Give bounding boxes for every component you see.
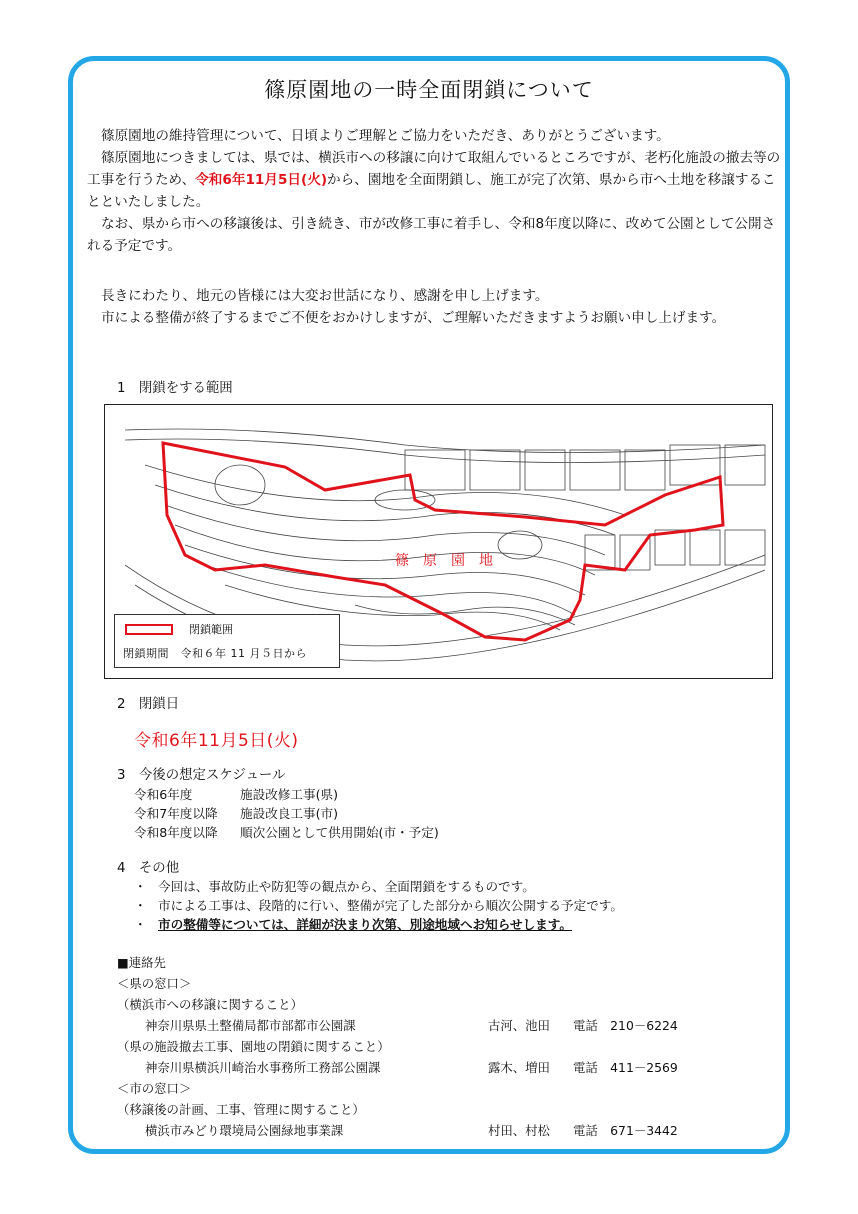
city-topic: （移譲後の計画、工事、管理に関すること） (117, 1102, 365, 1117)
map-park-label: 篠 原 園 地 (395, 552, 493, 568)
map-legend (114, 614, 340, 668)
closing-date: 令和6年11月5日(火) (134, 731, 299, 751)
city-person: 村田、村松 (488, 1123, 550, 1138)
intro-paragraph-4: 長きにわたり、地元の皆様には大変お世話になり、感謝を申し上げます。 (101, 288, 549, 304)
page-title: 篠原園地の一時全面閉鎖について (264, 78, 594, 102)
intro-paragraph-2: 篠原園地につきましては、県では、横浜市への移譲に向けて取組んでいるところですが、老朽化施設の撤去等の工事を行うため、令和6年11月5日(火)から、園地を全面閉鎖し、施工が完了次第、県から市へ土地を移譲することといたしました。 (87, 150, 781, 210)
intro-paragraph-5: 市による整備が終了するまでご不便をおかけしますが、ご理解いただきますようお願い申し上げます。 (101, 310, 726, 326)
closing-date-highlight: 令和6年11月5日(火) (195, 172, 328, 188)
pref-topic-1: （横浜市への移譲に関すること） (117, 997, 303, 1012)
section-4-heading: 4 その他 (117, 861, 180, 876)
section-3-heading: 3 今後の想定スケジュール (117, 768, 286, 783)
contact-heading: ■連絡先 (117, 955, 166, 970)
pref-person-2: 露木、増田 (488, 1060, 550, 1075)
section-2-heading: 2 閉鎖日 (117, 697, 180, 712)
pref-window-label: ＜県の窓口＞ (117, 976, 192, 991)
pref-dept-2: 神奈川県横浜川崎治水事務所工務部公園課 (145, 1060, 381, 1075)
city-phone: 電話 671－3442 (573, 1123, 678, 1138)
legend-swatch (125, 624, 173, 635)
pref-dept-1: 神奈川県県土整備局都市部都市公園課 (145, 1018, 356, 1033)
pref-topic-2: （県の施設撤去工事、園地の閉鎖に関すること） (117, 1039, 390, 1054)
pref-person-1: 古河、池田 (488, 1018, 550, 1033)
pref-phone-2: 電話 411－2569 (573, 1060, 678, 1075)
pref-phone-1: 電話 210－6224 (573, 1018, 678, 1033)
intro-paragraph-1: 篠原園地の維持管理について、日頃よりご理解とご協力をいただき、ありがとうございます。 (101, 128, 670, 144)
section-1-heading: 1 閉鎖をする範囲 (117, 381, 233, 396)
city-dept: 横浜市みどり環境局公園緑地事業課 (145, 1123, 344, 1138)
closure-boundary (163, 443, 723, 640)
intro-paragraph-3: なお、県から市への移譲後は、引き続き、市が改修工事に着手し、令和8年度以降に、改めて公園として公開される予定です。 (87, 216, 776, 254)
legend-period: 閉鎖期間 令和６年 11 月５日から (123, 647, 307, 660)
city-window-label: ＜市の窓口＞ (117, 1081, 192, 1096)
legend-label: 閉鎖範囲 (189, 623, 233, 636)
